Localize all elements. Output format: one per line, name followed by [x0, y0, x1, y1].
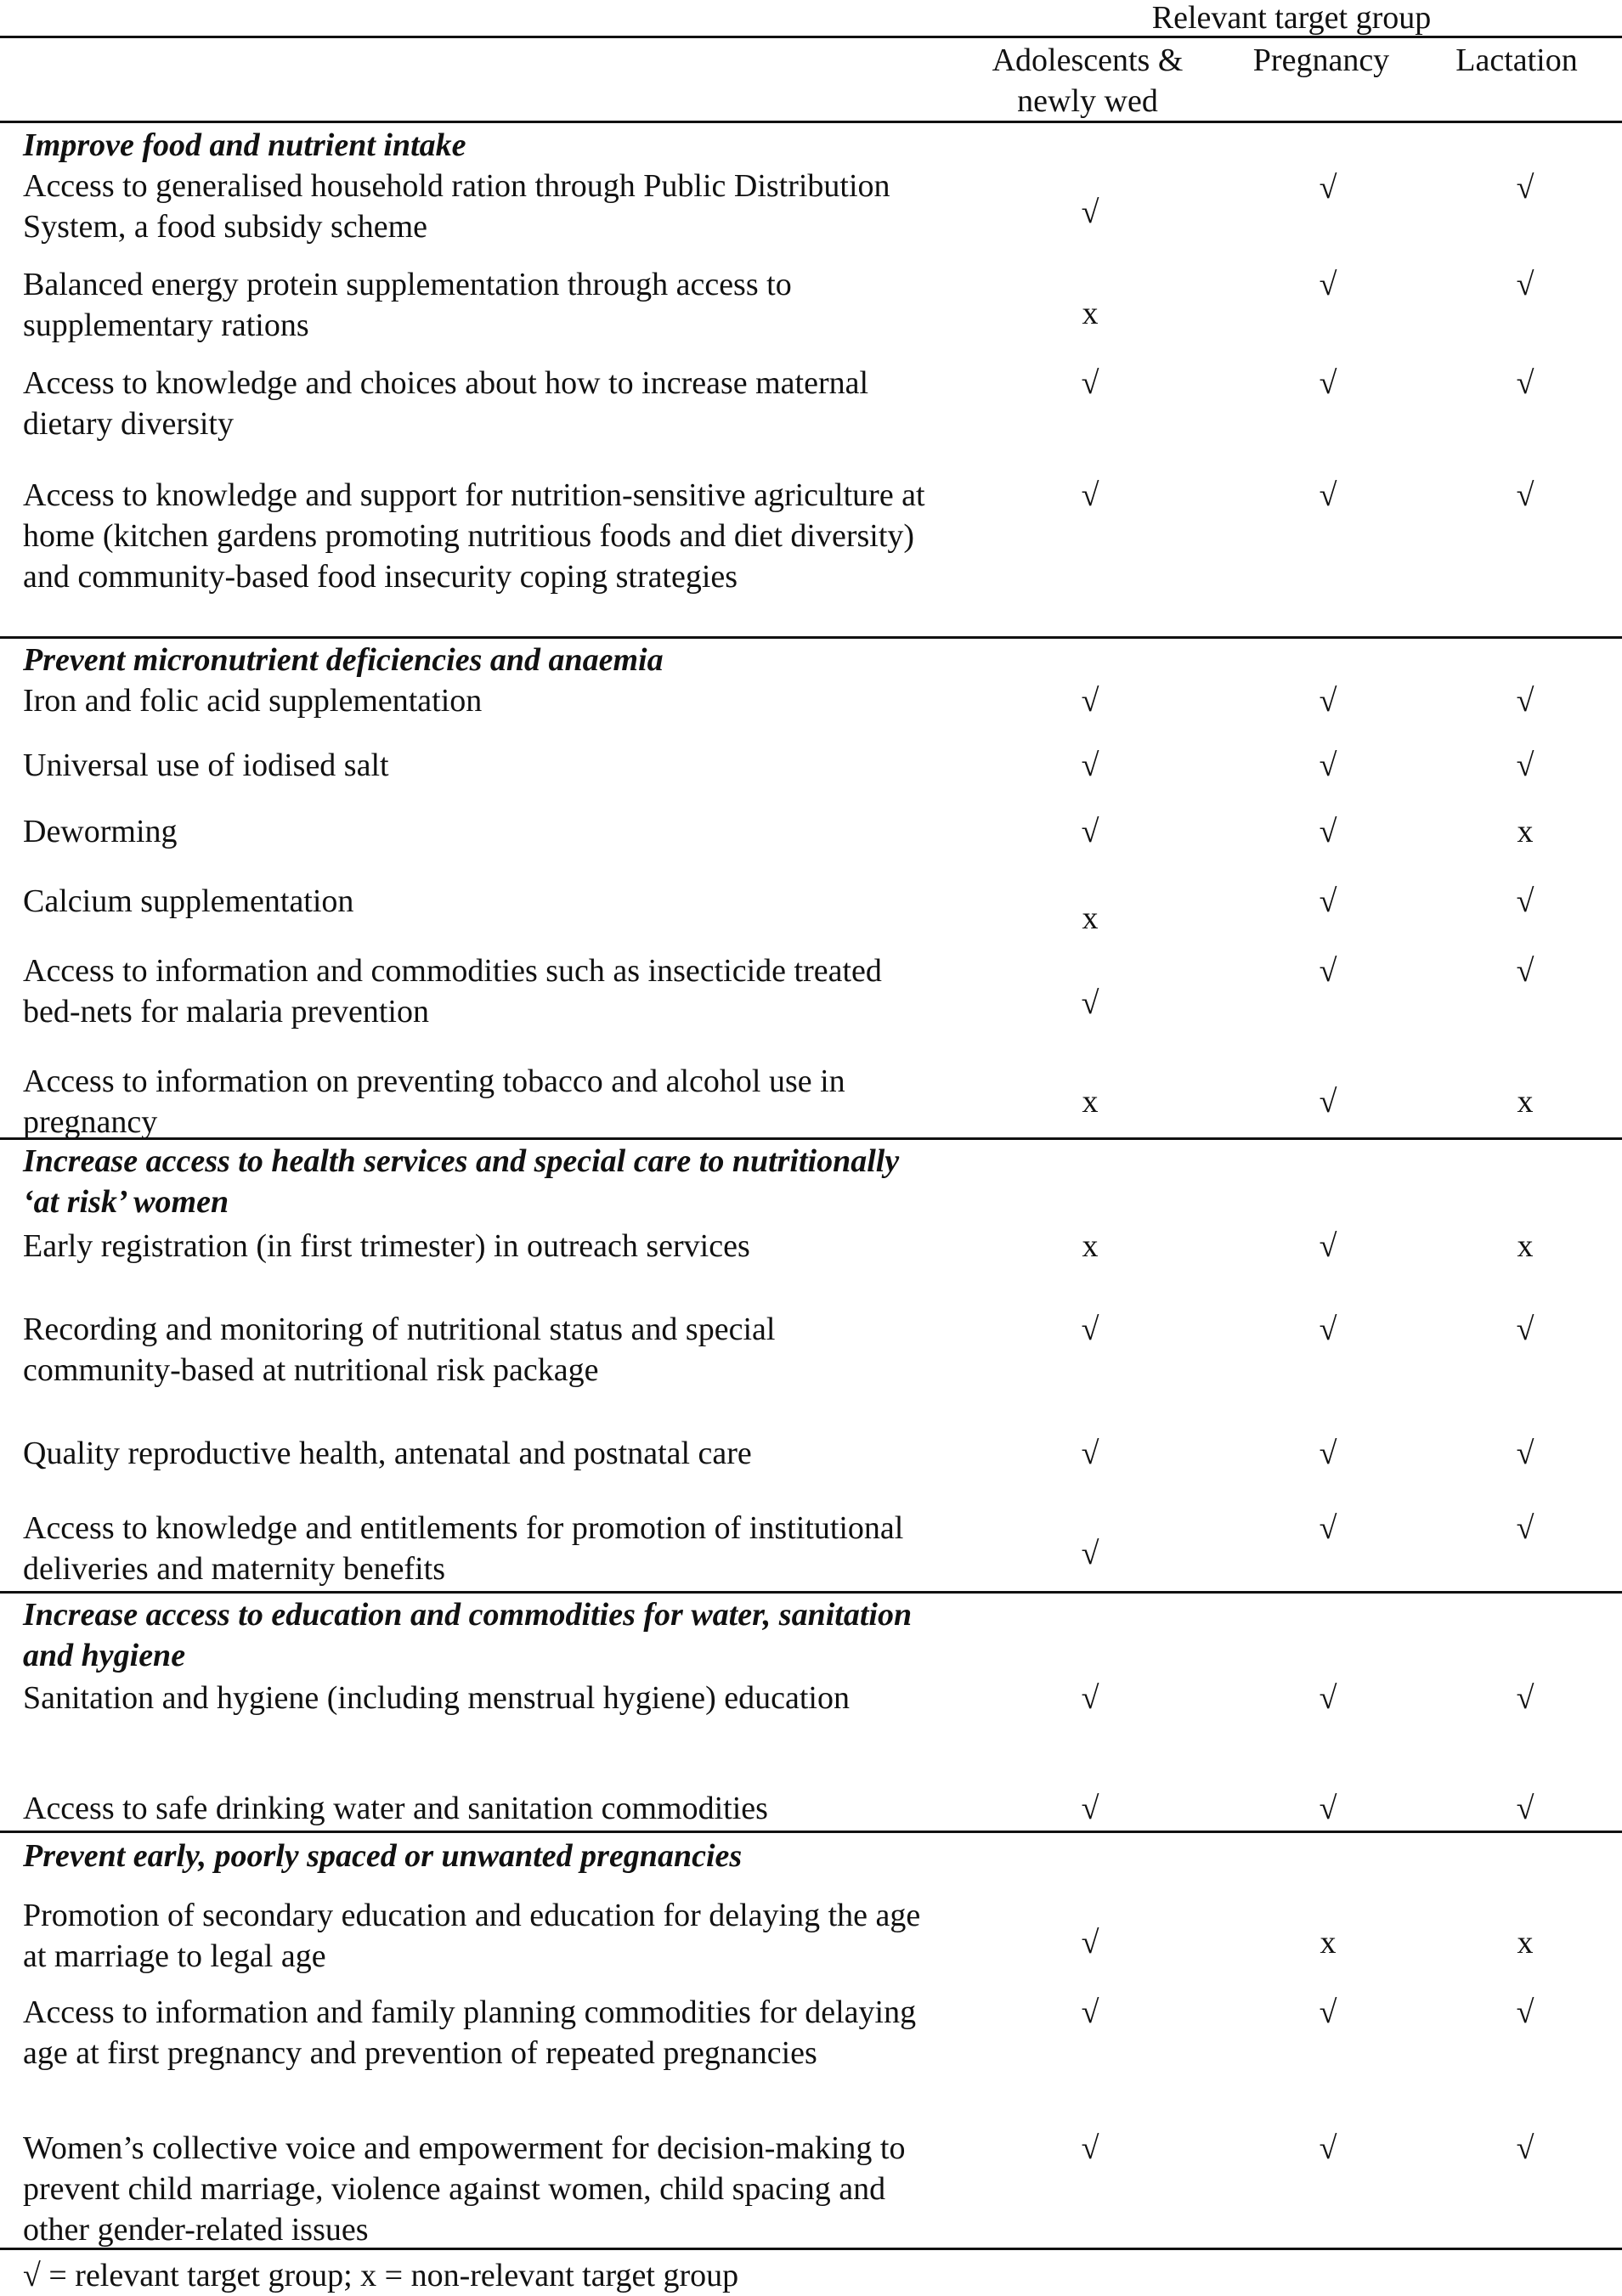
mark-nutrition-agriculture-pregnancy: √: [1319, 477, 1337, 513]
row-label-early-registration: Early registration (in first trimester) in outreach services: [23, 1228, 750, 1264]
mark-sanitation-hygiene-adolescents: √: [1081, 1680, 1099, 1716]
mark-secondary-education-pregnancy: x: [1320, 1925, 1337, 1960]
mark-reproductive-care-adolescents: √: [1081, 1436, 1099, 1471]
mark-nutritional-monitoring-pregnancy: √: [1319, 1312, 1337, 1347]
row-label-dietary-diversity: Access to knowledge and choices about how to increase maternal dietary diversity: [23, 365, 869, 442]
section-title-food-intake: Improve food and nutrient intake: [23, 127, 466, 163]
mark-secondary-education-lactation: x: [1517, 1925, 1534, 1960]
mark-iodised-salt-pregnancy: √: [1319, 747, 1337, 783]
mark-collective-voice-lactation: √: [1516, 2130, 1534, 2166]
mark-household-ration-lactation: √: [1516, 170, 1534, 206]
mark-drinking-water-lactation: √: [1516, 1791, 1534, 1826]
mark-institutional-deliveries-lactation: √: [1516, 1510, 1534, 1546]
table-legend: √ = relevant target group; x = non-relevant target group: [23, 2258, 739, 2293]
column-header-adolescents: Adolescents & newly wed: [992, 42, 1184, 119]
mark-dietary-diversity-pregnancy: √: [1319, 365, 1337, 401]
row-label-nutrition-agriculture: Access to knowledge and support for nutrition-sensitive agriculture at home (kitchen gardens promoting nutritious foods and diet diversity) and community-based food insecurity coping strategies: [23, 477, 925, 595]
section-title-pregnancies: Prevent early, poorly spaced or unwanted pregnancies: [23, 1838, 743, 1874]
mark-nutrition-agriculture-adolescents: √: [1081, 477, 1099, 513]
mark-reproductive-care-lactation: √: [1516, 1436, 1534, 1471]
mark-bed-nets-adolescents: √: [1081, 985, 1099, 1021]
mark-household-ration-pregnancy: √: [1319, 170, 1337, 206]
mark-iodised-salt-lactation: √: [1516, 747, 1534, 783]
mark-nutrition-agriculture-lactation: √: [1516, 477, 1534, 513]
mark-energy-protein-adolescents: x: [1082, 296, 1099, 331]
mark-energy-protein-pregnancy: √: [1319, 267, 1337, 302]
mark-tobacco-alcohol-lactation: x: [1517, 1084, 1534, 1120]
target-group-heading: Relevant target group: [1151, 0, 1432, 36]
mark-calcium-lactation: √: [1516, 883, 1534, 919]
row-label-nutritional-monitoring: Recording and monitoring of nutritional status and special community-based at nutritional risk package: [23, 1312, 776, 1388]
mark-tobacco-alcohol-pregnancy: √: [1319, 1084, 1337, 1120]
mark-early-registration-lactation: x: [1517, 1228, 1534, 1264]
row-label-iron-folic: Iron and folic acid supplementation: [23, 683, 483, 719]
mark-nutritional-monitoring-lactation: √: [1516, 1312, 1534, 1347]
row-label-drinking-water: Access to safe drinking water and sanitation commodities: [23, 1791, 768, 1826]
mark-secondary-education-adolescents: √: [1081, 1925, 1099, 1960]
mark-institutional-deliveries-pregnancy: √: [1319, 1510, 1337, 1546]
mark-sanitation-hygiene-lactation: √: [1516, 1680, 1534, 1716]
column-header-pregnancy: Pregnancy: [1252, 42, 1390, 78]
mark-calcium-pregnancy: √: [1319, 883, 1337, 919]
mark-family-planning-adolescents: √: [1081, 1994, 1099, 2030]
row-label-bed-nets: Access to information and commodities such as insecticide treated bed-nets for malaria prevention: [23, 953, 882, 1030]
row-label-family-planning: Access to information and family planning commodities for delaying age at first pregnancy and prevention of repeated pregnancies: [23, 1994, 917, 2071]
mark-household-ration-adolescents: √: [1081, 195, 1099, 230]
row-label-secondary-education: Promotion of secondary education and education for delaying the age at marriage to legal age: [23, 1898, 921, 1974]
rule-header: [0, 121, 1622, 123]
section-title-health-services: Increase access to health services and special care to nutritionally ‘at risk’ women: [23, 1143, 900, 1220]
row-label-calcium: Calcium supplementation: [23, 883, 354, 919]
rule-section-2: [0, 636, 1622, 639]
row-label-deworming: Deworming: [23, 814, 178, 849]
mark-sanitation-hygiene-pregnancy: √: [1319, 1680, 1337, 1716]
row-label-household-ration: Access to generalised household ration through Public Distribution System, a food subsidy scheme: [23, 168, 890, 245]
mark-drinking-water-pregnancy: √: [1319, 1791, 1337, 1826]
mark-early-registration-pregnancy: √: [1319, 1228, 1337, 1264]
section-title-micronutrients: Prevent micronutrient deficiencies and anaemia: [23, 642, 664, 678]
column-header-lactation: Lactation: [1455, 42, 1578, 78]
row-label-institutional-deliveries: Access to knowledge and entitlements for promotion of institutional deliveries and maternity benefits: [23, 1510, 904, 1587]
mark-bed-nets-pregnancy: √: [1319, 953, 1337, 989]
mark-deworming-pregnancy: √: [1319, 814, 1337, 849]
row-label-tobacco-alcohol: Access to information on preventing tobacco and alcohol use in pregnancy: [23, 1063, 845, 1140]
mark-iron-folic-pregnancy: √: [1319, 683, 1337, 719]
mark-bed-nets-lactation: √: [1516, 953, 1534, 989]
mark-energy-protein-lactation: √: [1516, 267, 1534, 302]
mark-collective-voice-pregnancy: √: [1319, 2130, 1337, 2166]
mark-dietary-diversity-lactation: √: [1516, 365, 1534, 401]
row-label-reproductive-care: Quality reproductive health, antenatal and postnatal care: [23, 1436, 752, 1471]
mark-early-registration-adolescents: x: [1082, 1228, 1099, 1264]
row-label-iodised-salt: Universal use of iodised salt: [23, 747, 389, 783]
row-label-energy-protein: Balanced energy protein supplementation through access to supplementary rations: [23, 267, 792, 343]
rule-section-4: [0, 1591, 1622, 1594]
mark-iodised-salt-adolescents: √: [1081, 747, 1099, 783]
mark-nutritional-monitoring-adolescents: √: [1081, 1312, 1099, 1347]
mark-family-planning-pregnancy: √: [1319, 1994, 1337, 2030]
mark-calcium-adolescents: x: [1082, 900, 1099, 936]
row-label-sanitation-hygiene: Sanitation and hygiene (including menstrual hygiene) education: [23, 1680, 850, 1716]
mark-family-planning-lactation: √: [1516, 1994, 1534, 2030]
mark-iron-folic-adolescents: √: [1081, 683, 1099, 719]
mark-dietary-diversity-adolescents: √: [1081, 365, 1099, 401]
mark-collective-voice-adolescents: √: [1081, 2130, 1099, 2166]
section-title-wash: Increase access to education and commodities for water, sanitation and hygiene: [23, 1597, 913, 1673]
rule-section-5: [0, 1831, 1622, 1833]
mark-institutional-deliveries-adolescents: √: [1081, 1536, 1099, 1571]
row-label-collective-voice: Women’s collective voice and empowerment for decision-making to prevent child marriage, violence against women, child spacing and other gender-related issues: [23, 2130, 906, 2248]
mark-drinking-water-adolescents: √: [1081, 1791, 1099, 1826]
mark-tobacco-alcohol-adolescents: x: [1082, 1084, 1099, 1120]
mark-iron-folic-lactation: √: [1516, 683, 1534, 719]
mark-deworming-lactation: x: [1517, 814, 1534, 849]
mark-reproductive-care-pregnancy: √: [1319, 1436, 1337, 1471]
mark-deworming-adolescents: √: [1081, 814, 1099, 849]
